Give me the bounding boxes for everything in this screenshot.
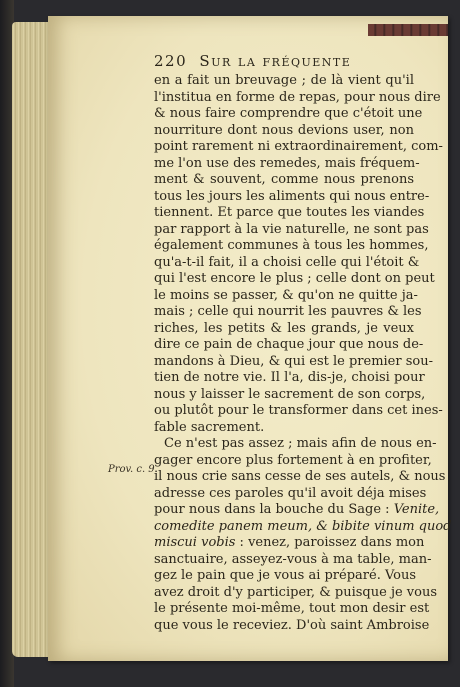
latin-quote: miscui vobis	[154, 535, 236, 550]
text-line: également communes à tous les hommes,	[154, 238, 429, 253]
latin-quote-line: comedite panem meum, & bibite vinum quod	[154, 518, 452, 534]
quote-intro: pour nous dans la bouche du Sage :	[154, 502, 394, 517]
text-line: mandons à Dieu, & qui est le premier sou-	[154, 353, 433, 369]
page-number: 220	[154, 52, 188, 70]
quote-line	[154, 535, 425, 552]
latin-quote: Venite,	[393, 502, 440, 517]
text-line: tien de notre vie. Il l'a, dis-je, choisi pour	[154, 370, 425, 385]
text-line: dire ce pain de chaque jour que nous de-	[154, 337, 424, 352]
text-line: qu'a-t-il fait, il a choisi celle qui l'étoit &	[154, 254, 420, 270]
text-line: gager encore plus fortement à en profiter,	[154, 452, 432, 468]
text-line: l'institua en forme de repas, pour nous dire	[154, 89, 441, 105]
text-line: qui l'est encore le plus ; celle dont on peut	[154, 271, 435, 286]
text-line: fable sacrement.	[154, 419, 265, 435]
bookmark-ribbon	[368, 24, 448, 36]
text-line: nourriture dont nous devions user, non	[154, 122, 414, 138]
text-line: que vous le receviez. D'où saint Ambroise	[154, 617, 430, 633]
margin-note: Prov. c. 9.	[108, 464, 158, 475]
text-line: le moins se passer, & qu'on ne quitte ja-	[154, 287, 418, 303]
text-line: le présente moi-même, tout mon desir est	[154, 601, 430, 616]
text-line: mais ; celle qui nourrit les pauvres & les	[154, 304, 422, 319]
body-text	[154, 73, 452, 634]
text-line: par rapport à la vie naturelle, ne sont pas	[154, 221, 429, 237]
text-line: tous les jours les aliments qui nous entre-	[154, 188, 430, 204]
text-line: en a fait un breuvage ; de là vient qu'il	[154, 73, 414, 88]
text-line: sanctuaire, asseyez-vous à ma table, man-	[154, 551, 432, 567]
text-line: adresse ces paroles qu'il avoit déja mises	[154, 485, 427, 501]
quote-line	[154, 502, 440, 519]
text-line: & nous faire comprendre que c'étoit une	[154, 106, 423, 121]
text-line: riches, les petits & les grands, je veux	[154, 320, 414, 336]
text-line: ment & souvent, comme nous prenons	[154, 172, 414, 187]
quote-translation: : venez, paroissez dans mon	[235, 535, 425, 550]
page-header	[154, 52, 414, 70]
running-title: Sur la fréquente	[199, 52, 352, 70]
text-line: avez droit d'y participer, & puisque je vous	[154, 584, 438, 600]
text-line: nous y laisser le sacrement de son corps,	[154, 386, 426, 402]
text-line: il nous crie sans cesse de ses autels, & nous	[154, 469, 446, 484]
text-line: ou plutôt pour le transformer dans cet ines-	[154, 403, 443, 418]
text-line: gez le pain que je vous ai préparé. Vous	[154, 568, 417, 583]
text-line: me l'on use des remedes, mais fréquem-	[154, 155, 420, 171]
text-line: tiennent. Et parce que toutes les viandes	[154, 205, 425, 220]
text-line: Ce n'est pas assez ; mais afin de nous en-	[164, 436, 437, 451]
text-line: point rarement ni extraordinairement, com-	[154, 139, 443, 154]
